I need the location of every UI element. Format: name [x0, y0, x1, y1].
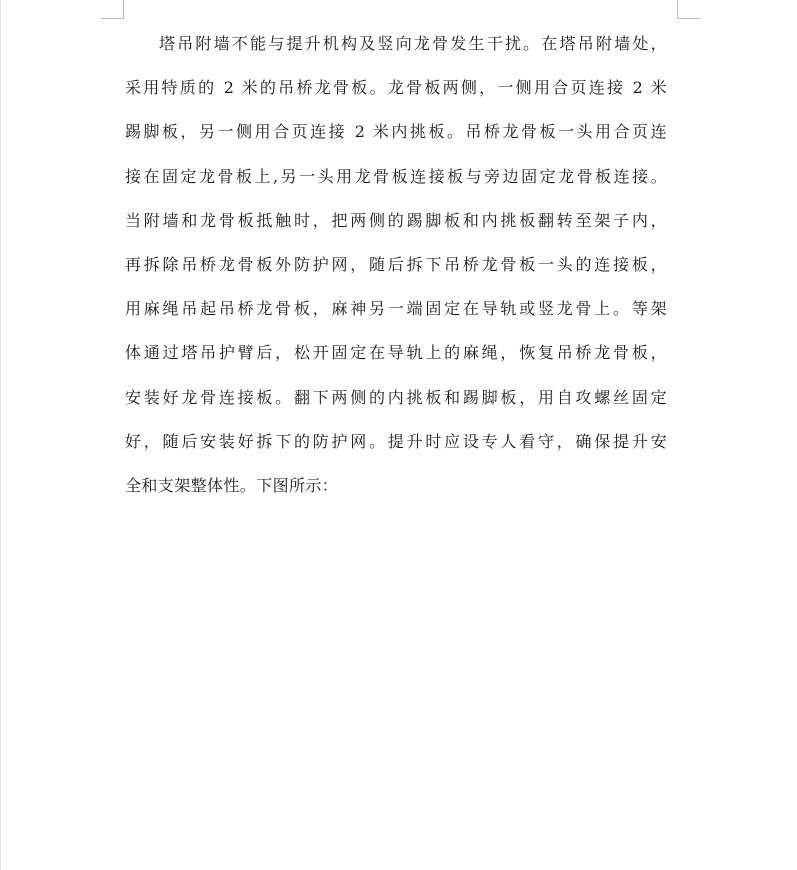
paragraph-line: 塔吊附墙不能与提升机构及竖向龙骨发生干扰。在塔吊附墙处， — [159, 34, 667, 53]
paragraph-line: 体通过塔吊护臂后，松开固定在导轨上的麻绳，恢复吊桥龙骨板， — [125, 343, 667, 363]
paragraph-line: 安装好龙骨连接板。翻下两侧的内挑板和踢脚板，用自攻螺丝固定 — [125, 387, 667, 407]
paragraph-line: 接在固定龙骨板上,另一头用龙骨板连接板与旁边固定龙骨板连接。 — [125, 166, 667, 186]
page-corner-mark-right — [677, 0, 700, 19]
paragraph-line: 采用特质的 2 米的吊桥龙骨板。龙骨板两侧，一侧用合页连接 2 米 — [125, 78, 667, 98]
paragraph-line: 好，随后安装好拆下的防护网。提升时应设专人看守，确保提升安 — [125, 431, 667, 451]
paragraph-line: 踢脚板，另一侧用合页连接 2 米内挑板。吊桥龙骨板一头用合页连 — [125, 122, 667, 142]
paragraph-line: 再拆除吊桥龙骨板外防护网，随后拆下吊桥龙骨板一头的连接板， — [125, 255, 667, 275]
body-paragraph — [125, 22, 667, 508]
page-corner-mark-left — [101, 0, 124, 19]
paragraph-line: 当附墙和龙骨板抵触时，把两侧的踢脚板和内挑板翻转至架子内， — [125, 210, 667, 230]
paragraph-line: 用麻绳吊起吊桥龙骨板，麻神另一端固定在导轨或竖龙骨上。等架 — [125, 299, 667, 319]
paragraph-line: 全和支架整体性。下图所示： — [125, 476, 339, 496]
